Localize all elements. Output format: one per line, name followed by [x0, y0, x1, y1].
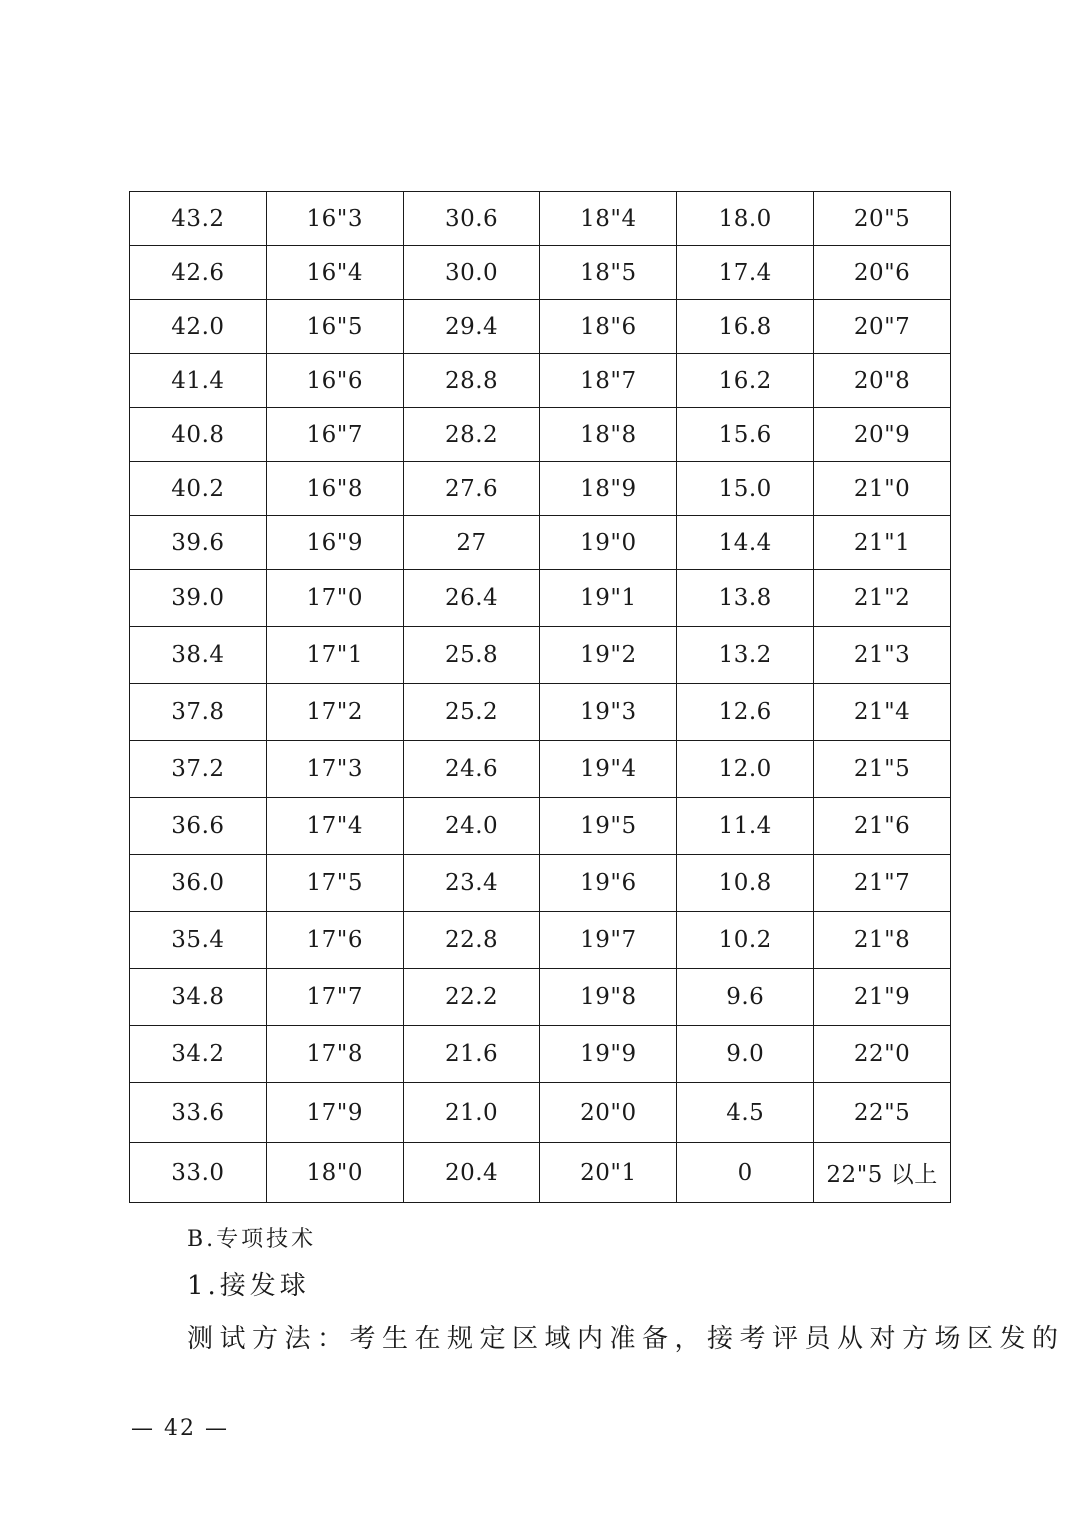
table-cell: 17"0 — [266, 570, 403, 627]
table-cell: 10.2 — [677, 912, 814, 969]
table-cell: 19"2 — [540, 627, 677, 684]
table-cell: 17"5 — [266, 855, 403, 912]
table-cell: 24.6 — [403, 741, 540, 798]
table-cell: 18"4 — [540, 192, 677, 246]
table-cell: 40.8 — [130, 408, 267, 462]
table-cell: 17"8 — [266, 1026, 403, 1083]
table-cell: 41.4 — [130, 354, 267, 408]
table-cell: 26.4 — [403, 570, 540, 627]
table-cell: 20"5 — [814, 192, 951, 246]
table-cell: 17"2 — [266, 684, 403, 741]
table-cell: 40.2 — [130, 462, 267, 516]
table-cell: 18"6 — [540, 300, 677, 354]
table-row — [130, 855, 951, 912]
table-cell: 20"7 — [814, 300, 951, 354]
table-cell: 17.4 — [677, 246, 814, 300]
table-cell: 16.2 — [677, 354, 814, 408]
table-row — [130, 354, 951, 408]
table-cell: 13.2 — [677, 627, 814, 684]
table-cell: 16"5 — [266, 300, 403, 354]
table-cell: 43.2 — [130, 192, 267, 246]
table-cell: 19"6 — [540, 855, 677, 912]
table-row — [130, 1143, 951, 1203]
table-row — [130, 570, 951, 627]
section-heading: B.专项技术 — [187, 1227, 317, 1252]
table-cell: 23.4 — [403, 855, 540, 912]
table-cell: 19"9 — [540, 1026, 677, 1083]
table-cell: 42.6 — [130, 246, 267, 300]
table-cell: 10.8 — [677, 855, 814, 912]
table-cell: 17"1 — [266, 627, 403, 684]
score-table — [129, 191, 951, 1203]
table-cell: 12.6 — [677, 684, 814, 741]
table-cell: 18"5 — [540, 246, 677, 300]
table-cell: 30.6 — [403, 192, 540, 246]
table-cell: 16"8 — [266, 462, 403, 516]
table-row — [130, 684, 951, 741]
table-cell: 22.2 — [403, 969, 540, 1026]
table-cell: 27 — [403, 516, 540, 570]
table-cell: 21"1 — [814, 516, 951, 570]
table-cell: 21"9 — [814, 969, 951, 1026]
table-cell: 20"1 — [540, 1143, 677, 1203]
table-cell: 18.0 — [677, 192, 814, 246]
table-cell: 17"4 — [266, 798, 403, 855]
table-cell: 27.6 — [403, 462, 540, 516]
table-cell: 13.8 — [677, 570, 814, 627]
table-cell: 35.4 — [130, 912, 267, 969]
table-cell: 19"5 — [540, 798, 677, 855]
body-paragraph: 测试方法：考生在规定区域内准备，接考评员从对方场区发的 — [187, 1324, 1065, 1354]
table-cell: 16"6 — [266, 354, 403, 408]
table-cell: 19"3 — [540, 684, 677, 741]
table-cell: 22"5 — [814, 1083, 951, 1143]
table-cell: 15.6 — [677, 408, 814, 462]
table-cell: 14.4 — [677, 516, 814, 570]
table-cell: 16"7 — [266, 408, 403, 462]
table-cell: 19"7 — [540, 912, 677, 969]
table-row — [130, 300, 951, 354]
table-cell: 21"0 — [814, 462, 951, 516]
table-cell: 11.4 — [677, 798, 814, 855]
table-cell: 12.0 — [677, 741, 814, 798]
table-cell: 39.6 — [130, 516, 267, 570]
table-cell: 21"2 — [814, 570, 951, 627]
table-cell: 15.0 — [677, 462, 814, 516]
table-cell: 37.8 — [130, 684, 267, 741]
table-cell: 33.0 — [130, 1143, 267, 1203]
table-cell: 18"9 — [540, 462, 677, 516]
table-row — [130, 798, 951, 855]
table-cell: 9.0 — [677, 1026, 814, 1083]
table-row — [130, 741, 951, 798]
table-cell: 21"3 — [814, 627, 951, 684]
table-cell: 25.2 — [403, 684, 540, 741]
table-row — [130, 912, 951, 969]
table-row — [130, 408, 951, 462]
table-row — [130, 246, 951, 300]
table-cell: 21"8 — [814, 912, 951, 969]
table-cell: 18"0 — [266, 1143, 403, 1203]
score-table-body — [130, 192, 951, 1203]
table-cell: 28.2 — [403, 408, 540, 462]
table-cell: 28.8 — [403, 354, 540, 408]
table-row — [130, 1026, 951, 1083]
table-cell: 36.0 — [130, 855, 267, 912]
table-cell: 4.5 — [677, 1083, 814, 1143]
table-cell: 19"0 — [540, 516, 677, 570]
table-row — [130, 462, 951, 516]
table-cell: 16"3 — [266, 192, 403, 246]
table-row — [130, 627, 951, 684]
table-cell: 0 — [677, 1143, 814, 1203]
table-cell: 22"5 以上 — [814, 1143, 951, 1203]
table-row — [130, 192, 951, 246]
table-row — [130, 516, 951, 570]
table-cell: 17"6 — [266, 912, 403, 969]
table-cell: 21.6 — [403, 1026, 540, 1083]
table-row — [130, 1083, 951, 1143]
page-number: — 42 — — [131, 1416, 229, 1441]
table-cell: 36.6 — [130, 798, 267, 855]
table-cell: 17"9 — [266, 1083, 403, 1143]
table-cell: 29.4 — [403, 300, 540, 354]
table-cell: 19"1 — [540, 570, 677, 627]
table-cell: 34.8 — [130, 969, 267, 1026]
table-cell: 21"6 — [814, 798, 951, 855]
table-cell: 19"4 — [540, 741, 677, 798]
table-cell: 19"8 — [540, 969, 677, 1026]
table-cell: 30.0 — [403, 246, 540, 300]
table-cell: 21"7 — [814, 855, 951, 912]
table-cell: 38.4 — [130, 627, 267, 684]
table-cell: 37.2 — [130, 741, 267, 798]
table-cell: 17"3 — [266, 741, 403, 798]
table-cell: 42.0 — [130, 300, 267, 354]
table-cell: 18"8 — [540, 408, 677, 462]
table-cell: 20"6 — [814, 246, 951, 300]
table-cell: 22"0 — [814, 1026, 951, 1083]
table-cell: 21.0 — [403, 1083, 540, 1143]
table-cell: 16"4 — [266, 246, 403, 300]
table-cell: 20"0 — [540, 1083, 677, 1143]
table-cell: 22.8 — [403, 912, 540, 969]
table-cell: 21"4 — [814, 684, 951, 741]
table-cell: 16.8 — [677, 300, 814, 354]
table-cell: 18"7 — [540, 354, 677, 408]
table-row — [130, 969, 951, 1026]
item-heading: 1.接发球 — [187, 1271, 310, 1301]
table-cell: 20.4 — [403, 1143, 540, 1203]
table-cell: 17"7 — [266, 969, 403, 1026]
table-cell: 39.0 — [130, 570, 267, 627]
table-cell: 21"5 — [814, 741, 951, 798]
table-cell: 16"9 — [266, 516, 403, 570]
table-cell: 20"8 — [814, 354, 951, 408]
table-cell: 25.8 — [403, 627, 540, 684]
table-cell: 24.0 — [403, 798, 540, 855]
table-cell: 20"9 — [814, 408, 951, 462]
table-cell: 9.6 — [677, 969, 814, 1026]
table-cell: 33.6 — [130, 1083, 267, 1143]
table-cell: 34.2 — [130, 1026, 267, 1083]
